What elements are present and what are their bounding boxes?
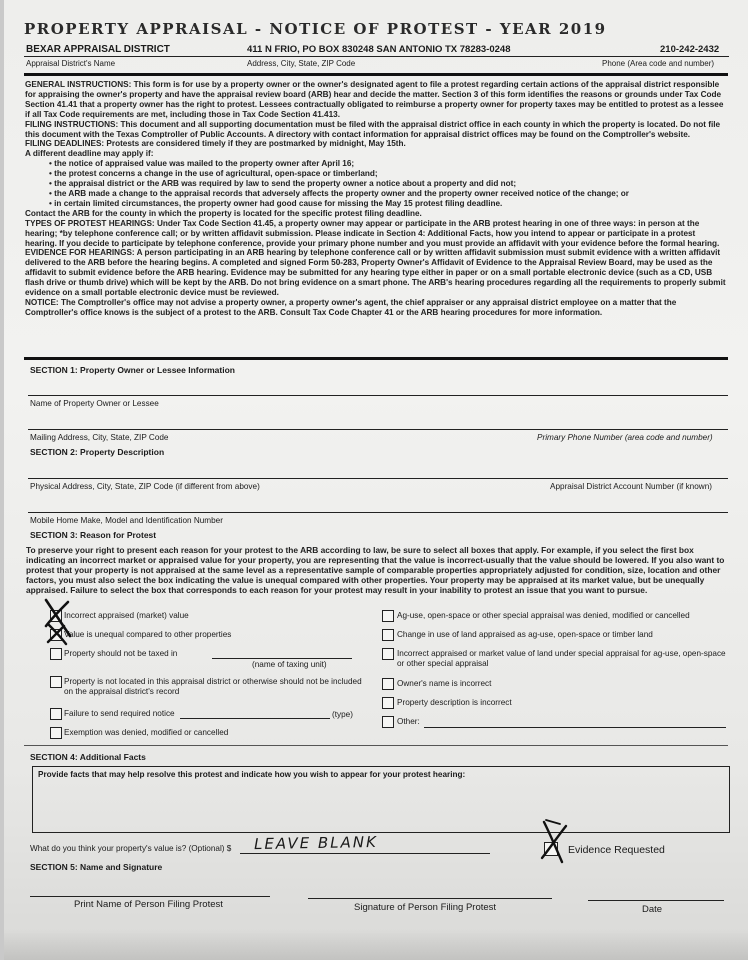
signature-label: Signature of Person Filing Protest	[354, 902, 497, 913]
page-shadow	[4, 930, 748, 960]
hearing-text: Under Tax Code Section 41.45, a property owner may appear or participate in the ARB protest hearing in one of three ways: in person at the hearing; *by telephone conference call; or by written affidavit submission. Please indicate in Section 4: Additional Facts, how you intend to appear or participate in a protest hearing. If you decide to participate by telephone conference, provide your primary phone number and you must provide an affidavit with your evidence before the formal hearing.	[25, 218, 720, 248]
deadlines-heading: FILING DEADLINES: Protests are considered timely if they are postmarked by midnight, May 15th.	[25, 139, 406, 149]
taxing-unit-line[interactable]	[212, 658, 352, 659]
additional-facts-box[interactable]	[32, 766, 730, 833]
special-appraisal-label: Incorrect appraised or market value of land under special appraisal for ag-use, open-space or other special appraisal	[397, 649, 726, 668]
owner-name-incorrect-checkbox[interactable]	[382, 678, 394, 690]
incorrect-value-label: Incorrect appraised (market) value	[64, 611, 189, 620]
general-heading: GENERAL INSTRUCTIONS:	[25, 80, 132, 89]
district-address: 411 N FRIO, PO BOX 830248 SAN ANTONIO TX 78283-0248	[247, 44, 511, 55]
mobile-home-line[interactable]	[28, 512, 728, 513]
owner-name-line[interactable]	[28, 395, 728, 396]
phone-caption: Phone (Area code and number)	[602, 59, 715, 68]
section3-instructions: To preserve your right to present each reason for your protest to the ARB according to law, be sure to select all boxes that apply. For example, if you select the first box indicating an incorrect market or appraised value for your property, you are representing that the value is incorrect-usually that the value should be lowered. If you also want to protest that your property is not appraised at the same level as a representative sample of comparable properties appropriately adjusted for condition, size, location and other factors, you must also select the box indicating the value is unequal compared with other properties. Your property may be appraised at its market value, but be unequally appraised. Failure to select the box that corresponds to each reason for your protest may result in your inability to protest an issue that you want to pursue.	[26, 545, 725, 595]
description-incorrect-checkbox[interactable]	[382, 697, 394, 709]
not-taxed-checkbox[interactable]	[50, 648, 62, 660]
owner-name-incorrect-label: Owner's name is incorrect	[397, 679, 492, 688]
deadline-item: • the ARB made a change to the appraisal records that adversely affects the property owner and the property owner received notice of the change; or	[49, 189, 727, 199]
description-incorrect-label: Property description is incorrect	[397, 698, 512, 707]
deadline-intro: A different deadline may apply if:	[25, 149, 154, 159]
date-line[interactable]	[588, 900, 724, 901]
district-phone: 210-242-2432	[660, 44, 720, 55]
exemption-label: Exemption was denied, modified or cancelled	[64, 728, 229, 737]
notice-heading: NOTICE:	[25, 297, 59, 307]
print-name-label: Print Name of Person Filing Protest	[74, 899, 223, 910]
notice-text: The Comptroller's office may not advise a property owner, a property owner's agent, the chief appraiser or any appraisal district employee on a matter that the Comptroller's office knows is the subject of a protest to the ARB. Consult Tax Code Chapter 41 or the ARB hearing procedures for more information.	[25, 297, 677, 317]
ag-use-label: Ag-use, open-space or other special appraisal was denied, modified or cancelled	[397, 611, 690, 620]
instructions-block	[25, 80, 727, 318]
evidence-heading: EVIDENCE FOR HEARINGS:	[25, 248, 135, 258]
district-name-caption: Appraisal District's Name	[26, 59, 116, 68]
value-question: What do you think your property's value is? (Optional) $	[30, 844, 232, 853]
filing-instructions: This document and all supporting documentation must be filed with the appraisal district office in each county in which the property is located. Do not file this document with the Texas Comptroller of Public Accounts. A directory with contact information for appraisal district offices may be found on the Comptroller's website.	[25, 119, 721, 139]
mailing-address-label: Mailing Address, City, State, ZIP Code	[30, 433, 169, 442]
other-label: Other:	[397, 717, 420, 726]
taxing-unit-caption: (name of taxing unit)	[252, 660, 327, 669]
failure-notice-checkbox[interactable]	[50, 708, 62, 720]
filing-heading: FILING INSTRUCTIONS:	[25, 119, 119, 129]
deadline-item: • in certain limited circumstances, the property owner had good cause for missing the May 15 protest filing deadline.	[49, 199, 727, 209]
mobile-home-label: Mobile Home Make, Model and Identification Number	[30, 516, 223, 525]
type-caption: (type)	[332, 710, 353, 719]
signature-line[interactable]	[308, 898, 552, 899]
evidence-text: A person participating in an ARB hearing by telephone conference call or by written affidavit submission must submit evidence with a written affidavit delivered to the ARB before the hearing begins. A completed and signed Form 50-283, Property Owner's Affidavit of Evidence to the Appraisal Review Board, may be used as the affidavit to submit evidence before the ARB hearing. Evidence may be submitted for any hearing type either in paper or on a small portable electronic device (such as a CD, USB flash drive or thumb drive) which will be kept by the ARB. Do not bring evidence on a smart phone. The ARB's hearing procedures regarding all the requirements to properly submit evidence on a small portable electronic device must be reviewed.	[25, 248, 726, 298]
not-located-label: Property is not located in this appraisal district or otherwise should not be included on the appraisal district's record	[64, 677, 362, 696]
physical-address-label: Physical Address, City, State, ZIP Code (if different from above)	[30, 482, 260, 491]
header-divider	[24, 73, 728, 76]
special-appraisal-checkbox[interactable]	[382, 648, 394, 660]
date-label: Date	[642, 904, 663, 915]
protest-form-page	[4, 0, 748, 960]
deadline-item: • the protest concerns a change in the use of agricultural, open-space or timberland;	[49, 169, 727, 179]
address-caption: Address, City, State, ZIP Code	[247, 59, 356, 68]
form-title: PROPERTY APPRAISAL - NOTICE OF PROTEST - YEAR 2019	[24, 20, 607, 38]
section5-heading: SECTION 5: Name and Signature	[30, 862, 163, 872]
section3-heading: SECTION 3: Reason for Protest	[30, 530, 157, 540]
primary-phone-label: Primary Phone Number (area code and number)	[537, 433, 713, 442]
section4-heading: SECTION 4: Additional Facts	[30, 752, 146, 762]
change-use-checkbox[interactable]	[382, 629, 394, 641]
failure-notice-label: Failure to send required notice	[64, 709, 175, 718]
checkmark-x-icon	[40, 596, 76, 646]
hearing-heading: TYPES OF PROTEST HEARINGS:	[25, 218, 155, 228]
deadline-item: • the appraisal district or the ARB was required by law to send the property owner a notice about a property and did not;	[49, 179, 727, 189]
evidence-x-icon	[536, 818, 570, 864]
header-rule	[24, 56, 729, 57]
deadline-item: • the notice of appraised value was mailed to the property owner after April 16;	[49, 159, 727, 169]
section3-divider	[24, 745, 728, 746]
owner-name-label: Name of Property Owner or Lessee	[30, 399, 159, 408]
instructions-divider	[24, 357, 728, 360]
ag-use-checkbox[interactable]	[382, 610, 394, 622]
section2-heading: SECTION 2: Property Description	[30, 447, 165, 457]
other-reason-line[interactable]	[424, 727, 726, 728]
section1-heading: SECTION 1: Property Owner or Lessee Information	[30, 365, 235, 375]
district-name: BEXAR APPRAISAL DISTRICT	[26, 44, 170, 55]
other-checkbox[interactable]	[382, 716, 394, 728]
additional-facts-prompt: Provide facts that may help resolve this protest and indicate how you wish to appear for your protest hearing:	[38, 770, 466, 779]
exemption-checkbox[interactable]	[50, 727, 62, 739]
print-name-line[interactable]	[30, 896, 270, 897]
account-number-label: Appraisal District Account Number (if known)	[550, 482, 712, 491]
deadline-list	[49, 159, 727, 209]
notice-type-line[interactable]	[180, 718, 330, 719]
contact-text: Contact the ARB for the county in which the property is located for the specific protest filing deadline.	[25, 208, 422, 218]
evidence-requested-label: Evidence Requested	[568, 844, 665, 856]
physical-address-line[interactable]	[28, 478, 728, 479]
unequal-value-label: Value is unequal compared to other properties	[64, 630, 232, 639]
value-answer-line[interactable]	[240, 853, 490, 854]
not-taxed-label: Property should not be taxed in	[64, 649, 178, 658]
general-instructions: This form is for use by a property owner or the owner's designated agent to file a protest regarding certain actions of the appraisal district responsible for appraising the owner's property and have the appraisal review board (ARB) hear and decide the matter. Section 3 of this form identifies the reasons or grounds under Tax Code Section 41.41 that a property owner has the right to protest. Lessees contractually obligated to reimburse a property owner for property taxes may be entitled to protest as a lessee if all Tax Code requirements are met, including those in Tax Code Section 41.413.	[25, 80, 724, 119]
handwritten-value: LEAVE BLANK	[253, 832, 378, 854]
change-use-label: Change in use of land appraised as ag-use, open-space or timber land	[397, 630, 653, 639]
not-located-checkbox[interactable]	[50, 676, 62, 688]
mailing-address-line[interactable]	[28, 429, 728, 430]
